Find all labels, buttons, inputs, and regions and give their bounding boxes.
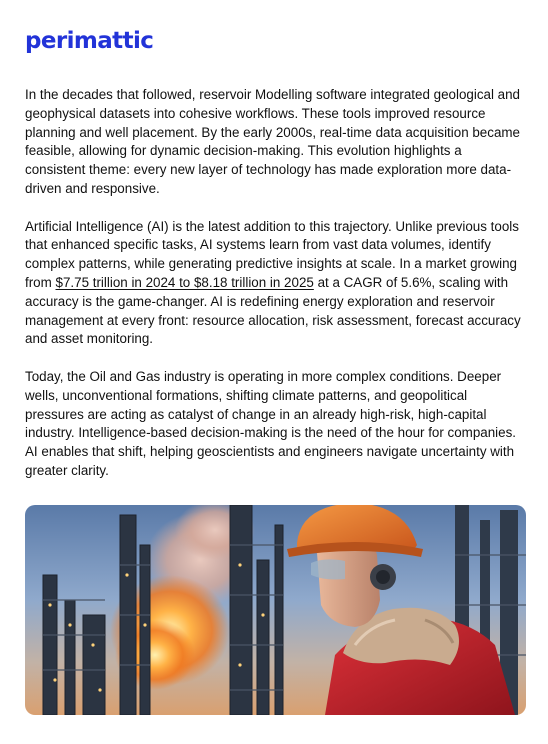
paragraph-2-text-start: Artificial Intelligence (AI) is the latest addition to this trajectory. Unlike previous tools that enhanced specific tasks, AI systems learn from vast data volumes, identify complex patterns, while generating predictive insights at scale. In a market growing from [25,218,519,290]
article-paragraph-3: Today, the Oil and Gas industry is operating in more complex conditions. Deeper wells, unconventional formations, shifting climate patterns, and geopolitical pressures are acting as catalyst of change in an already high-risk, high-capital industry. Intelligence-based decision-making is the need of the hour for companies. AI enables that shift, helping geoscientists and engineers navigate uncertainty with greater clarity. [25,368,517,478]
article-paragraph-1: In the decades that followed, reservoir Modelling software integrated geological and geophysical datasets into cohesive workflows. These tools improved resource planning and well placement. By the early 2000s, real-time data acquisition became feasible, allowing for dynamic decision-making. This evolution highlights a consistent theme: every new layer of technology has made exploration more data-driven and responsive. [25,87,521,196]
perimattic-logo[interactable]: perimattic [25,28,154,54]
hero-image-refinery-engineer [25,505,526,715]
article-paragraph-2 [25,218,525,350]
market-growth-link[interactable]: $7.75 trillion in 2024 to $8.18 trillion in 2025 [55,274,314,290]
article-body [25,86,525,500]
paragraph-2-text-end: at a CAGR of 5.6%, scaling with accuracy is the game-changer. AI is redefining energy exploration and reservoir management at every front: resource allocation, risk assessment, forecast accuracy and asset monitoring. [25,274,521,347]
